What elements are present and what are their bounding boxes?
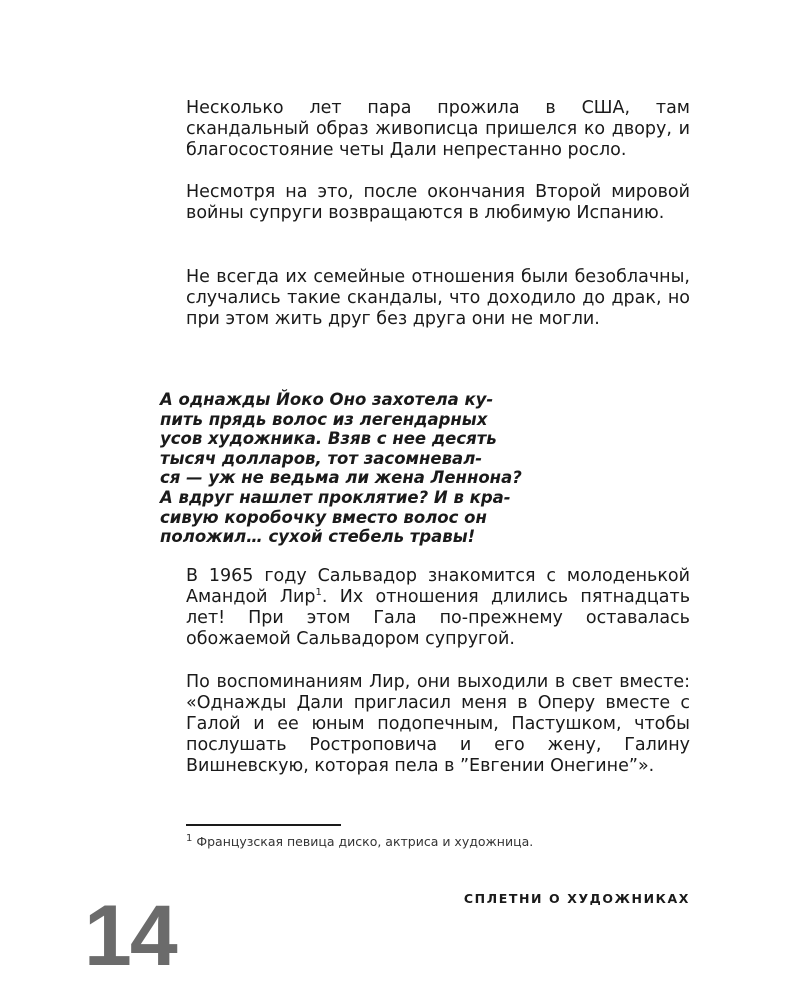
footnote-marker: 1 xyxy=(186,832,193,844)
page-number: 14 xyxy=(84,888,176,984)
paragraph-3-text: Не всегда их семейные отношения были безоблачны, случались такие скандалы, что доходило до драк, но при этом жить друг без друга они не могли. xyxy=(186,267,690,329)
pull-quote-line: А вдруг нашлет проклятие? И в кра- xyxy=(160,487,511,507)
pull-quote-line: ся — уж не ведьма ли жена Леннона? xyxy=(160,468,522,488)
running-head: СПЛЕТНИ О ХУДОЖНИКАХ xyxy=(463,891,690,906)
pull-quote-line: А однажды Йоко Оно захотела ку- xyxy=(160,390,494,409)
footnote-reference[interactable]: 1 xyxy=(315,587,322,599)
body-paragraph-2 xyxy=(186,182,690,224)
pull-quote-line: усов художника. Взяв с нее десять xyxy=(160,429,497,449)
footnote-divider xyxy=(186,824,341,826)
paragraph-4-part-1: В 1965 году Сальвадор знакомится с молоденькой Амандой Лир xyxy=(186,566,690,607)
body-paragraph-5 xyxy=(186,672,690,777)
paragraph-4-text xyxy=(186,566,690,650)
pull-quote xyxy=(160,390,640,547)
body-paragraph-3 xyxy=(186,267,690,330)
pull-quote-line: сивую коробочку вместо волос он xyxy=(160,507,487,527)
paragraph-5-text: По воспоминаниям Лир, они выходили в свет вместе: «Однажды Дали пригласил меня в Оперу вместе с Галой и ее юным подопечным, Пастушком, чтобы послушать Ростроповича и его жену, Галину Вишневскую, которая пела в ”Евгении Онегине”». xyxy=(186,672,690,776)
paragraph-2-text: Несмотря на это, после окончания Второй мировой войны супруги возвращаются в любимую Испанию. xyxy=(186,182,690,223)
pull-quote-line: пить прядь волос из легендарных xyxy=(160,409,488,429)
pull-quote-line: положил… сухой стебель травы! xyxy=(160,527,476,547)
pull-quote-line: тысяч долларов, тот засомневал- xyxy=(160,448,483,468)
footnote-text: Французская певица диско, актриса и художница. xyxy=(192,834,534,849)
body-paragraph-1 xyxy=(186,98,690,161)
paragraph-4-part-2: . Их отношения длились пятнадцать лет! При этом Гала по-прежнему оставалась обожаемой Сальвадором супругой. xyxy=(186,587,691,649)
paragraph-1-text: Несколько лет пара прожила в США, там скандальный образ живописца пришелся ко двору, и благосостояние четы Дали непрестанно росло. xyxy=(186,98,690,160)
footnote xyxy=(186,834,533,850)
body-paragraph-4 xyxy=(186,566,690,650)
